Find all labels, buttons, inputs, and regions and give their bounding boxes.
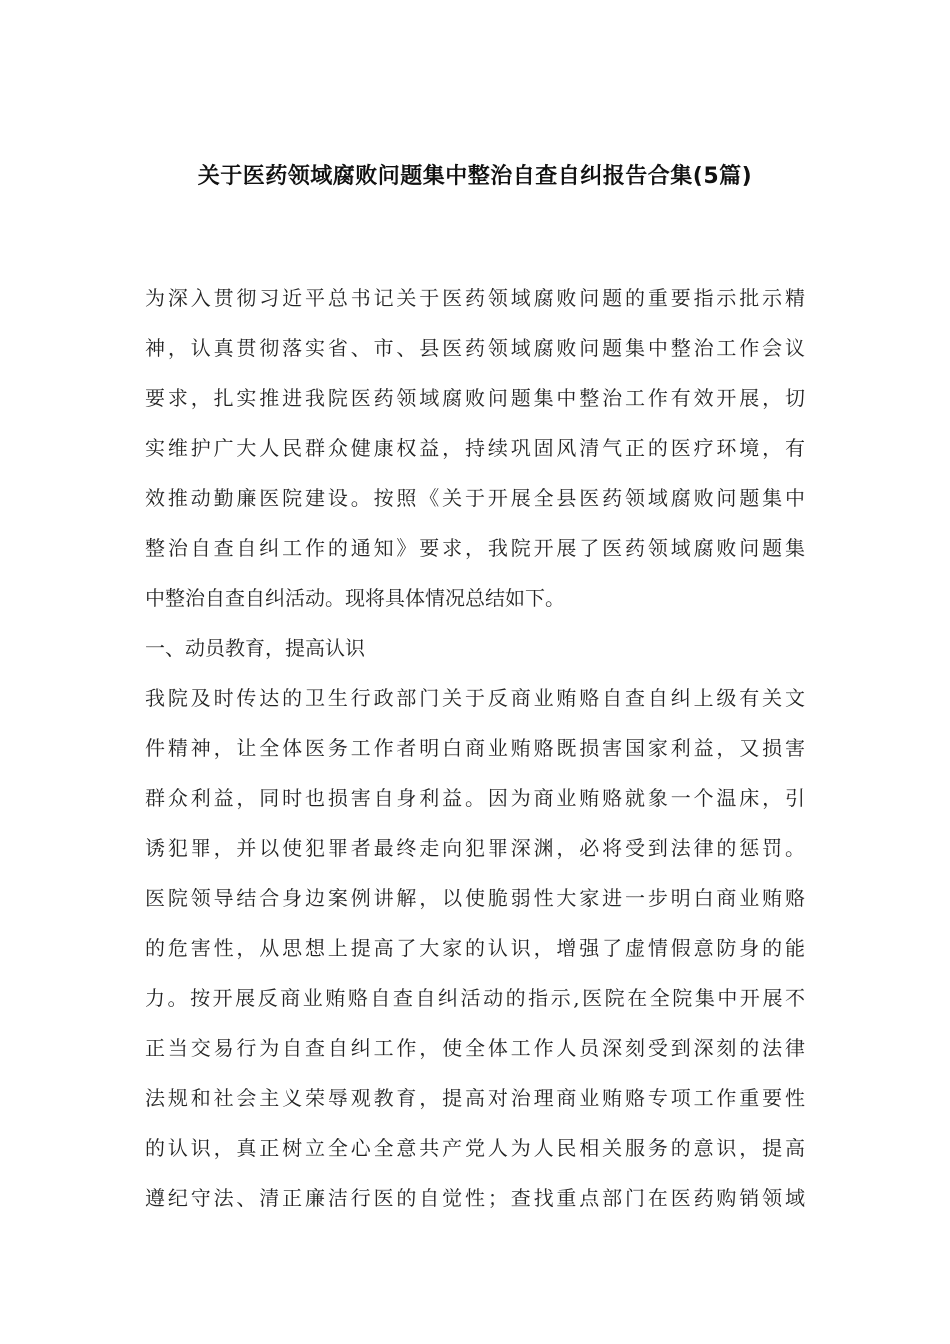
body-line: 诱犯罪，并以使犯罪者最终走向犯罪深渊，必将受到法律的惩罚。 xyxy=(145,836,805,860)
section-heading: 一、动员教育，提高认识 xyxy=(145,636,365,660)
body-line: 正当交易行为自查自纠工作，使全体工作人员深刻受到深刻的法律 xyxy=(145,1036,805,1060)
body-line: 群众利益，同时也损害自身利益。因为商业贿赂就象一个温床，引 xyxy=(145,786,805,810)
body-line: 我院及时传达的卫生行政部门关于反商业贿赂自查自纠上级有关文 xyxy=(145,686,805,710)
body-line: 整治自查自纠工作的通知》要求，我院开展了医药领域腐败问题集 xyxy=(145,536,805,560)
document-body xyxy=(145,282,805,1232)
body-line: 的认识，真正树立全心全意共产党人为人民相关服务的意识，提高 xyxy=(145,1136,805,1160)
body-line: 为深入贯彻习近平总书记关于医药领域腐败问题的重要指示批示精 xyxy=(145,286,805,310)
body-line: 要求，扎实推进我院医药领域腐败问题集中整治工作有效开展，切 xyxy=(145,386,805,410)
body-line: 的危害性，从思想上提高了大家的认识，增强了虚情假意防身的能 xyxy=(145,936,805,960)
body-line: 医院领导结合身边案例讲解，以使脆弱性大家进一步明白商业贿赂 xyxy=(145,886,805,910)
body-line: 法规和社会主义荣辱观教育，提高对治理商业贿赂专项工作重要性 xyxy=(145,1086,805,1110)
body-line: 效推动勤廉医院建设。按照《关于开展全县医药领域腐败问题集中 xyxy=(145,486,805,510)
body-line: 遵纪守法、清正廉洁行医的自觉性；查找重点部门在医药购销领域 xyxy=(145,1186,805,1210)
document-title: 关于医药领域腐败问题集中整治自查自纠报告合集(5篇) xyxy=(197,164,753,189)
body-line: 实维护广大人民群众健康权益，持续巩固风清气正的医疗环境，有 xyxy=(145,436,805,460)
body-line: 中整治自查自纠活动。现将具体情况总结如下。 xyxy=(145,586,565,610)
body-line: 神，认真贯彻落实省、市、县医药领域腐败问题集中整治工作会议 xyxy=(145,336,805,360)
body-line: 力。按开展反商业贿赂自查自纠活动的指示,医院在全院集中开展不 xyxy=(145,986,805,1010)
body-line: 件精神，让全体医务工作者明白商业贿赂既损害国家利益，又损害 xyxy=(145,736,805,760)
